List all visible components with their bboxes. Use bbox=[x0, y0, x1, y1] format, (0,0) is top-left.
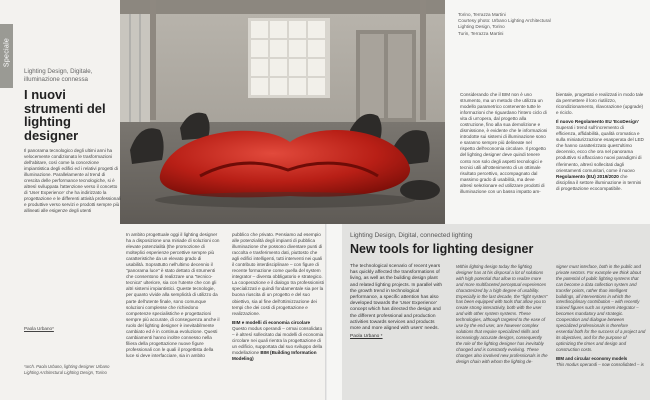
english-author-link[interactable]: Paola Urbano * bbox=[350, 334, 383, 340]
body-paragraph: bientale, progettati e realizzati in modo tale da permettere il loro riutilizzo, ricondizionamento, rilavorazione (upgrade) e riciclo. bbox=[556, 92, 644, 116]
english-paragraph: The technological scenario of recent years has quickly affected the transformations of living, as well as the building design plant and related lighting projects. In parallel with the growth trend in technological performance, a specific attention has also developed towards the 'User Experience' concept which has directed the design and the different professional and production activities towards services and products more and more aligned with users' needs. bbox=[350, 264, 442, 332]
english-column bbox=[556, 264, 646, 367]
regulation-term: Regolamento (EU) 2019/2020 bbox=[556, 173, 619, 179]
author-footnote: *arch. Paola Urbano, lighting designer Urbano Lighting Architectural Lighting Design, Torino bbox=[24, 364, 110, 375]
english-subheading: BIM and circular economy models bbox=[556, 355, 628, 361]
section-subheading: Il nuovo Regolamento EU 'EcoDesign' bbox=[556, 119, 639, 125]
article-kicker: Lighting Design, Digitale, illuminazione connessa bbox=[24, 68, 93, 83]
body-paragraph: pubblico che privato. Pensiamo ad esempio alle potenzialità degli impianti di pubblica illuminazione che possono diventare punti di raccolta e trasferimento dati, piuttosto che agli edifici intelligenti, tutti interventi nei quali il contributo interdisciplinare – con figure di recente formazione come quella del system integrator – diventa obbligatorio e strategico. La cooperazione e il dialogo tra professionisti specializzati e quindi fondamentale sia per la buona riuscita di un progetto e del suo obiettivo, sia al fine dell'ottimizzazione dei tempi che dei costi di progettazione e realizzazione. bbox=[232, 232, 324, 316]
body-paragraph: Questo modus operandi – ormai consolidato – è altresì sollecitato dai modelli di economia circolare nei quali rientra la progettazione di un edificio, supportata dal suo sviluppo della modellazione bbox=[232, 325, 324, 355]
author-link[interactable]: Paola Urbano* bbox=[24, 326, 54, 331]
credit-line: Lighting Design, Torino bbox=[458, 24, 505, 30]
section-subheading: BIM e modelli di economia circolare bbox=[232, 319, 311, 325]
english-column: Within lighting design today the lighting designer has at his disposal a lot of solutions with high potential that allow to realize more and more multifaceted perceptual experiences characterized by a high degree of usability. Especially in the last decade, the "light system" has been equipped with tools that allow you to create strong interactivity, both with the user and with other system systems. These technologies, although targeted to the ease of use by the end user, are however complex solutions that require specialized skills and increasingly accurate designs, consequently the role of the lighting designer has inevitably changed and is constantly evolving. These changes also involved new professionals in the design chain with whom the lighting de- bbox=[456, 264, 548, 364]
section-tab bbox=[0, 24, 13, 88]
body-column bbox=[556, 92, 644, 192]
english-paragraph: This modus operandi – now consolidated – is bbox=[556, 361, 644, 367]
article-intro: Il panorama tecnologico degli ultimi anni ha velocemente condizionato le trasformazioni dell'abitare, così come la concezione impiantistica degli edifici ed i relativi progetti di illuminazione. Parallelamente al trend di crescita delle performance tecnologiche, si è altresì sviluppata l'attenzione verso il concetto di 'User Experience' che ha indirizzato la progettazione e le differenti attività professionali e produttive verso servizi e prodotti sempre più allineati alle esigenze degli utenti bbox=[24, 148, 121, 214]
interior-photo bbox=[120, 0, 445, 224]
english-paragraph: signer must interface, both in the public and private sectors. For example we think about the potential of public lighting systems that can become a data collection system and transfer points, rather than intelligent buildings, all interventions in which the interdisciplinary contribution – with recently trained figures such as system integrator – becomes mandatory and strategic. Cooperation and dialogue between specialized professionals is therefore essential both for the success of a project and its objectives, and for the purpose of optimizing the times and design and construction costs. bbox=[556, 264, 646, 352]
body-column: Considerando che il BIM non è uno strumento, ma un metodo che utilizza un modello parametrico contenente tutte le informazioni che riguardano l'intero ciclo di vita di un'opera, dal progetto alla costruzione, fino alla sua demolizione e dismissione, è evidente che le informazioni introdotte sui sistemi di illuminazione sono e saranno sempre più delineate nel rispetto dell'economia circolare. Il progetto del lighting designer deve quindi tenere conto non solo degli aspetti tecnologici e tecnici utili all'ottenimento di un ottimale risultato percettivo, accompagnato dal massimo grado di usabilità, ma deve altresì selezionare ed utilizzare prodotti di illuminazione con un basso impatto am- bbox=[460, 92, 548, 194]
credit-line: Torino, Terrazza Martini bbox=[458, 12, 506, 17]
body-column: In ambito progettuale oggi il lighting designer ha a disposizione una miriade di soluzioni con elevate potenzialità (the promozione di molteplici esperienze percettive sempre più caratteristiche da un elevato grado di usabilità. Soprattutto nell'ultimo decennio il "panorama luce" è stato dettato di strumenti che consentono di realizzare una "tecnico-tecnica" ulteriore, sia con l'utente che con gli altri sistemi impiantistici. Queste tecnologie, per quanto vivide alla semplicità di utilizzo da parte dell'utente finale, sono comunque soluzioni complesse che richiedono competenze specialistiche e progettazioni sempre più accurate, di conseguenza anche il ruolo del lighting designer è inevitabilmente cambiato ed è in continua evoluzione. Questi cambiamenti hanno inoltre connesso nella filiera della progettazione nuove figure professionali con le quali il progettista della luce si deve interfacciare, sia in ambito bbox=[126, 232, 220, 358]
english-kicker: Lighting Design, Digital, connected lighting bbox=[350, 232, 473, 239]
credit-line: Turin, Terrazza Martini bbox=[458, 30, 504, 36]
section-tab-label: Speciale bbox=[3, 37, 11, 68]
english-title: New tools for lighting designer bbox=[350, 242, 534, 256]
credit-line: Courtesy photo: Urbano Lighting Architectural bbox=[458, 18, 551, 24]
article-title: I nuovi strumenti del lighting designer bbox=[24, 87, 106, 143]
body-paragraph: che disciplina il settore illuminazione in termini di progettazione ecocompatibile. bbox=[556, 173, 642, 191]
body-column bbox=[232, 232, 324, 362]
body-paragraph: Superati i trend sull'incremento di efficienza, affidabilità, qualità cromatica e sulla miniaturizzazione esasperata del LED che hanno caratterizzato quest'ultimo decennio, ecco che ora nel panorama produttivo si affacciano nuovi paradigmi di riferimento, altresì sollecitati dagli orientamenti comunitari, come il nuovo bbox=[556, 125, 644, 173]
bim-term: BIM (Building Information Modeling) bbox=[232, 349, 317, 361]
english-column bbox=[350, 264, 446, 340]
photo-credits bbox=[458, 12, 588, 37]
